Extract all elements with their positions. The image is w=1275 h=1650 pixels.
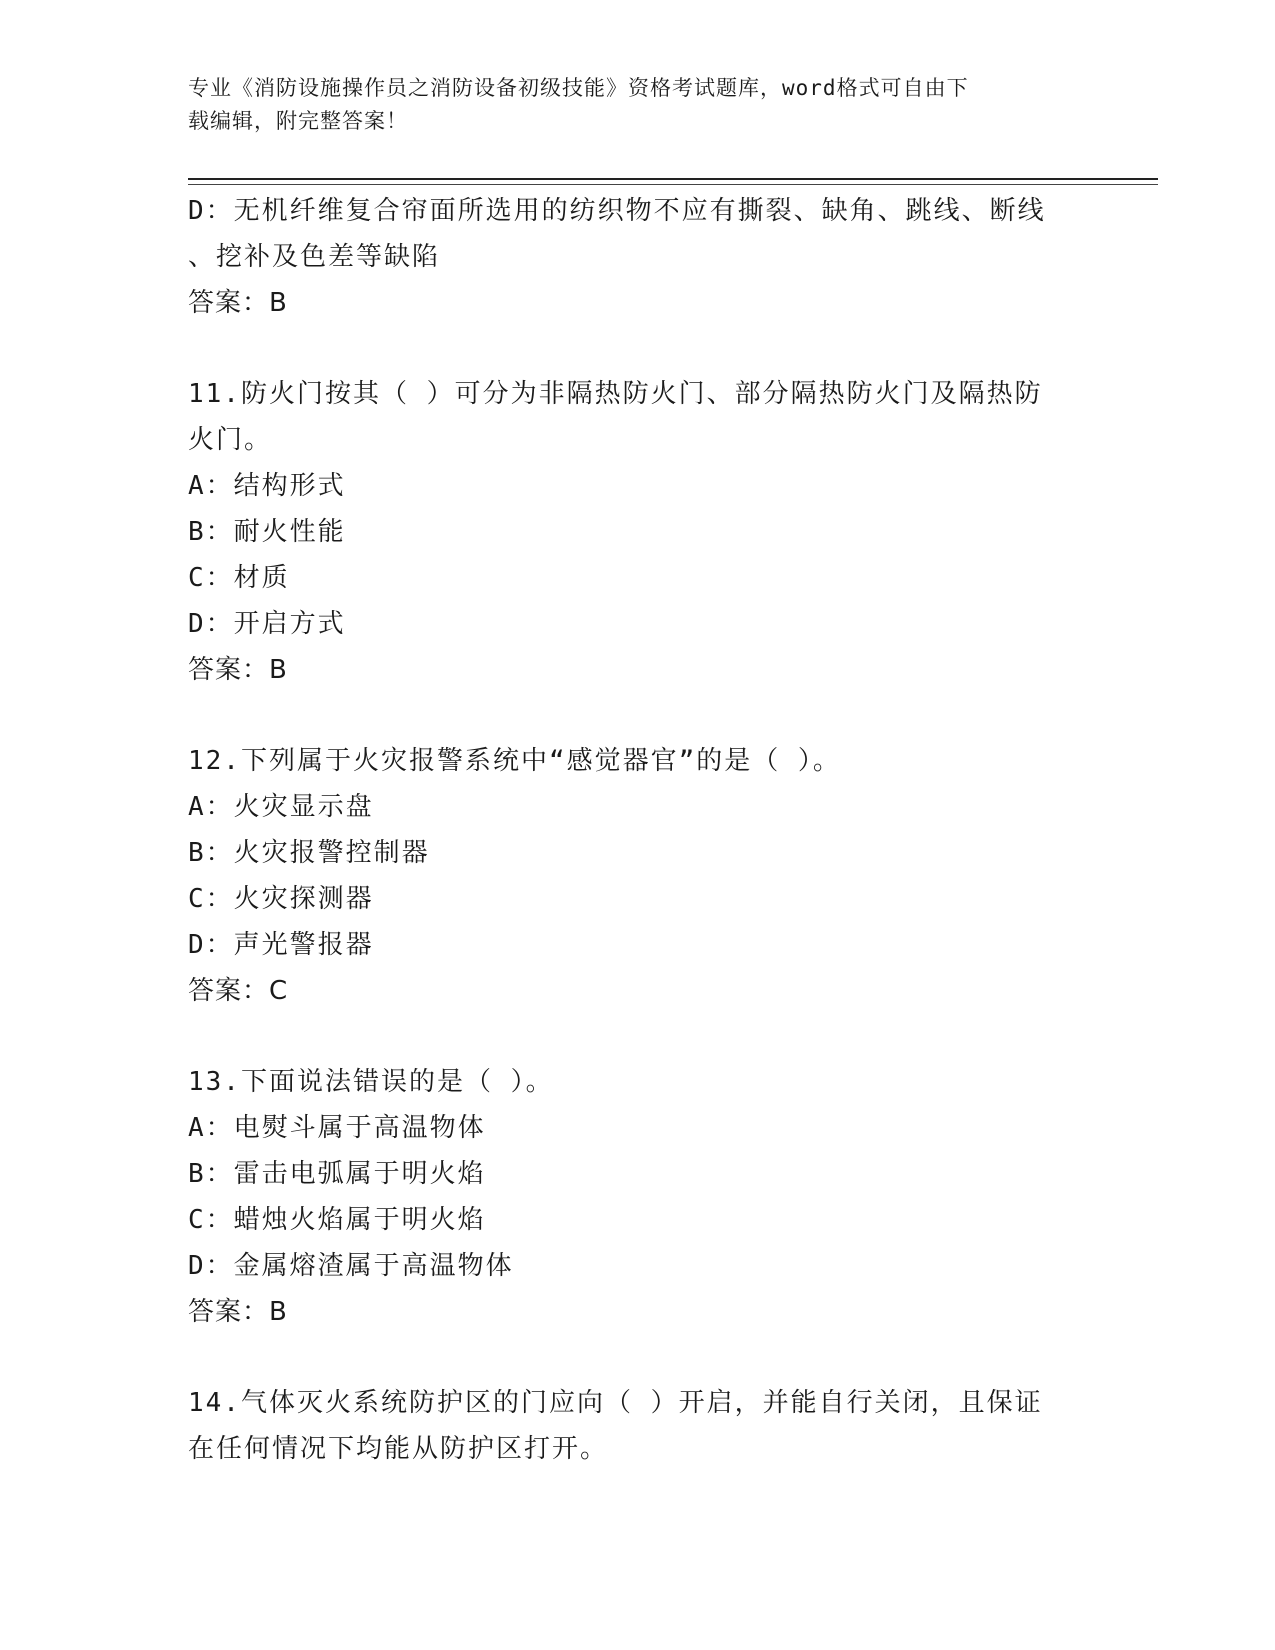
answer-text: 答案：B	[188, 1297, 288, 1327]
option-d-line-2: 、挖补及色差等缺陷	[188, 242, 441, 272]
question-11	[188, 371, 1088, 693]
question-stem-line-1: 14.气体灭火系统防护区的门应向（ ）开启，并能自行关闭，且保证	[188, 1388, 1043, 1418]
option-a: A：电熨斗属于高温物体	[188, 1113, 486, 1143]
answer-text: 答案：B	[188, 655, 288, 685]
answer-text: 答案：C	[188, 976, 289, 1006]
question-stem-line-1: 12.下列属于火灾报警系统中“感觉器官”的是（ ）。	[188, 746, 841, 776]
question-10-continued	[188, 188, 1088, 326]
question-12	[188, 738, 1088, 1014]
question-13	[188, 1059, 1088, 1335]
question-stem-line-1: 13.下面说法错误的是（ ）。	[188, 1067, 554, 1097]
header-line-1: 专业《消防设施操作员之消防设备初级技能》资格考试题库，word格式可自由下	[188, 76, 969, 100]
header-divider-thick	[188, 178, 1158, 180]
question-stem-line-1: 11.防火门按其（ ）可分为非隔热防火门、部分隔热防火门及隔热防	[188, 379, 1043, 409]
question-stem-line-2: 火门。	[188, 425, 273, 455]
option-d: D：开启方式	[188, 609, 346, 639]
header-line-2: 载编辑，附完整答案！	[188, 109, 408, 133]
option-c: C：材质	[188, 563, 290, 593]
option-b: B：火灾报警控制器	[188, 838, 430, 868]
question-content	[188, 188, 1088, 1472]
option-d: D：金属熔渣属于高温物体	[188, 1251, 514, 1281]
option-c: C：火灾探测器	[188, 884, 374, 914]
option-a: A：结构形式	[188, 471, 346, 501]
header-divider-thin	[188, 184, 1158, 185]
question-14	[188, 1380, 1088, 1472]
option-a: A：火灾显示盘	[188, 792, 374, 822]
option-b: B：耐火性能	[188, 517, 346, 547]
answer-text: 答案：B	[188, 288, 288, 318]
option-d: D：声光警报器	[188, 930, 374, 960]
page-header	[188, 72, 1078, 138]
option-b: B：雷击电弧属于明火焰	[188, 1159, 486, 1189]
question-stem-line-2: 在任何情况下均能从防护区打开。	[188, 1434, 609, 1464]
option-c: C：蜡烛火焰属于明火焰	[188, 1205, 486, 1235]
option-d-line-1: D：无机纤维复合帘面所选用的纺织物不应有撕裂、缺角、跳线、断线	[188, 196, 1046, 226]
